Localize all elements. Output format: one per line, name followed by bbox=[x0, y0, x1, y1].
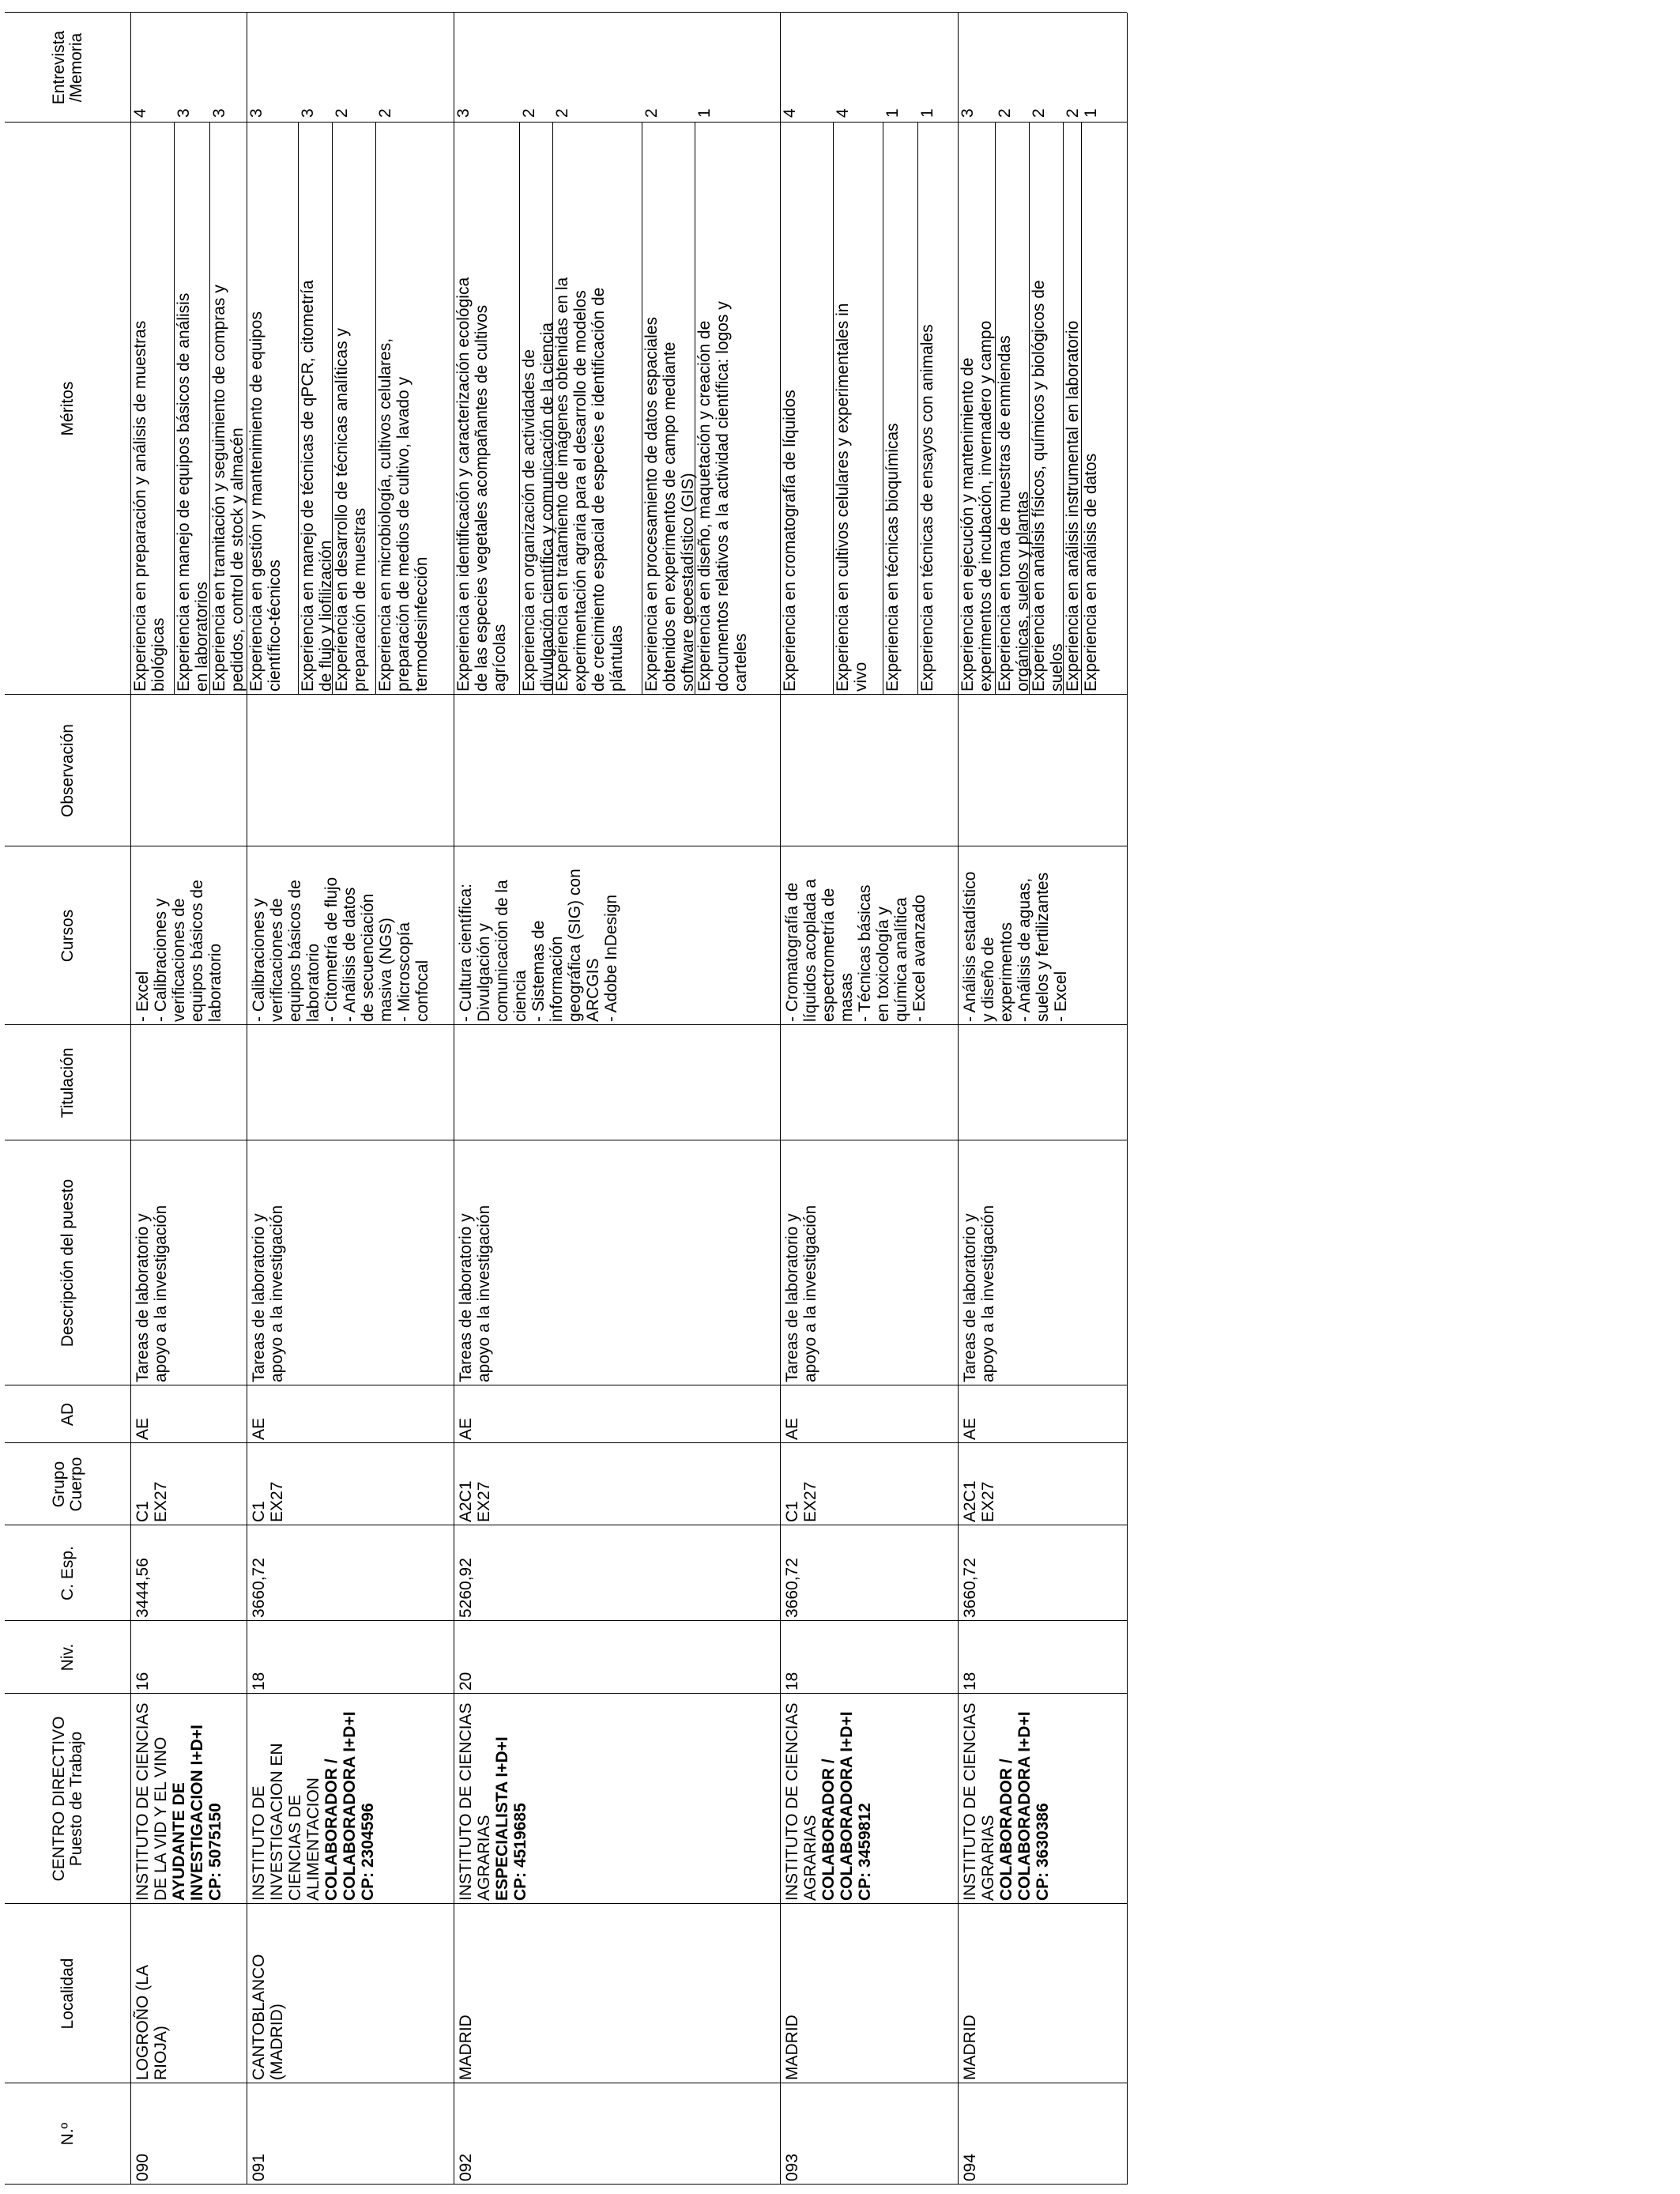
merito-text: Experiencia en análisis instrumental en laboratorio bbox=[1064, 320, 1082, 692]
points-rule bbox=[780, 122, 958, 123]
merito-rule bbox=[833, 123, 834, 695]
merito-text: Experiencia en técnicas bioquímicas bbox=[883, 423, 902, 692]
grupo-cuerpo-cell: A2C1 EX27 bbox=[457, 1480, 493, 1522]
merito-points: 1 bbox=[883, 108, 902, 118]
centro-directivo: INSTITUTO DE INVESTIGACION EN CIENCIAS DE ALIMENTACION bbox=[250, 1743, 322, 1901]
column-rule bbox=[5, 694, 1127, 695]
header-num: N.º bbox=[58, 2122, 77, 2146]
merito-points: 3 bbox=[299, 108, 317, 118]
header-meritos: Méritos bbox=[58, 381, 77, 436]
merito-text: Experiencia en tratamiento de imágenes obtenidas en la experimentación agraria para el desarrollo de modelos de crecimiento espacial de especies e identificación de plántulas bbox=[553, 277, 626, 692]
merito-rule bbox=[209, 123, 210, 695]
merito-rule bbox=[995, 123, 996, 695]
merito-rule bbox=[519, 123, 520, 695]
header-localidad: Localidad bbox=[58, 1958, 77, 2030]
merito-points: 3 bbox=[175, 108, 193, 118]
centro-cell bbox=[250, 1697, 377, 1901]
centro-cell bbox=[961, 1697, 1052, 1901]
centro-directivo: INSTITUTO DE CIENCIAS AGRARIAS bbox=[961, 1702, 997, 1901]
complemento-cell: 3660,72 bbox=[783, 1558, 801, 1618]
merito-rule bbox=[375, 123, 376, 695]
merito-text: Experiencia en toma de muestras de enmiendas orgánicas, suelos y plantas bbox=[996, 335, 1032, 692]
nivel-cell: 18 bbox=[961, 1672, 979, 1691]
column-rule bbox=[5, 12, 1127, 13]
cursos-cell: - Cultura científica: Divulgación y comunicación de la ciencia - Sistemas de información geográfica (SIG) con ARCGIS - Adobe InDesign bbox=[457, 869, 620, 1022]
cursos-cell: - Análisis estadístico y diseño de experimentos - Análisis de aguas, suelos y fertilizantes - Excel bbox=[961, 871, 1070, 1022]
merito-text: Experiencia en identificación y caracterización ecológica de las especies vegetales acompañantes de cultivos agrícolas bbox=[454, 277, 509, 692]
points-rule bbox=[130, 122, 247, 123]
points-rule bbox=[454, 122, 780, 123]
row-number: 090 bbox=[134, 2153, 152, 2181]
merito-points: 1 bbox=[918, 108, 936, 118]
centro-directivo: INSTITUTO DE CIENCIAS DE LA VID Y EL VINO bbox=[134, 1702, 170, 1901]
centro-directivo: INSTITUTO DE CIENCIAS AGRARIAS bbox=[783, 1702, 819, 1901]
merito-points: 3 bbox=[454, 108, 473, 118]
merito-text: Experiencia en manejo de técnicas de qPCR, citometría de flujo y liofilización bbox=[299, 280, 335, 692]
complemento-cell: 3660,72 bbox=[250, 1558, 268, 1618]
merito-points: 1 bbox=[695, 108, 714, 118]
cursos-cell: - Excel - Calibraciones y verificaciones de equipos básicos de laboratorio bbox=[134, 880, 224, 1022]
merito-rule bbox=[1081, 123, 1082, 695]
grupo-cuerpo-cell: C1 EX27 bbox=[250, 1481, 286, 1522]
header-titulacion: Titulación bbox=[58, 1047, 77, 1118]
column-rule bbox=[5, 1442, 1127, 1443]
merito-rule bbox=[174, 123, 175, 695]
puesto-de-trabajo: ESPECIALISTA I+D+I CP: 4519685 bbox=[493, 1736, 529, 1901]
nivel-cell: 16 bbox=[134, 1672, 152, 1691]
descripcion-cell: Tareas de laboratorio y apoyo a la investigación bbox=[134, 1204, 170, 1382]
merito-text: Experiencia en análisis físicos, químicos y biológicos de suelos bbox=[1030, 280, 1066, 692]
merito-text: Experiencia en técnicas de ensayos con animales bbox=[918, 324, 936, 692]
merito-points: 1 bbox=[1082, 108, 1100, 118]
merito-points: 2 bbox=[520, 108, 538, 118]
row-rule bbox=[958, 13, 959, 2185]
cursos-cell: - Calibraciones y verificaciones de equipos básicos de laboratorio - Citometría de flujo - Análisis de datos de secuenciación masiva (NGS) - Microscopía confocal bbox=[250, 876, 431, 1022]
descripcion-cell: Tareas de laboratorio y apoyo a la investigación bbox=[783, 1204, 819, 1382]
merito-points: 2 bbox=[1030, 108, 1048, 118]
merito-points: 2 bbox=[996, 108, 1014, 118]
merito-text: Experiencia en ejecución y mantenimiento de experimentos de incubación, invernadero y campo bbox=[959, 320, 995, 692]
centro-directivo: INSTITUTO DE CIENCIAS AGRARIAS bbox=[457, 1702, 493, 1901]
merito-text: Experiencia en manejo de equipos básicos de análisis en laboratorios bbox=[175, 292, 211, 692]
localidad-cell: CANTOBLANCO (MADRID) bbox=[250, 1954, 286, 2080]
merito-points: 2 bbox=[553, 108, 571, 118]
merito-points: 2 bbox=[1064, 108, 1082, 118]
adscripcion-cell: AE bbox=[134, 1417, 152, 1440]
header-ad: AD bbox=[58, 1402, 77, 1427]
localidad-cell: LOGROÑO (LA RIOJA) bbox=[134, 1965, 170, 2080]
puesto-de-trabajo: COLABORADOR / COLABORADORA I+D+I CP: 3630386 bbox=[997, 1711, 1052, 1901]
complemento-cell: 5260,92 bbox=[457, 1558, 475, 1618]
centro-cell bbox=[134, 1697, 224, 1901]
descripcion-cell: Tareas de laboratorio y apoyo a la investigación bbox=[961, 1204, 997, 1382]
header-niv: Niv. bbox=[58, 1643, 77, 1672]
merito-text: Experiencia en preparación y análisis de muestras biológicas bbox=[131, 320, 168, 692]
adscripcion-cell: AE bbox=[250, 1417, 268, 1440]
header-desc: Descripción del puesto bbox=[58, 1178, 77, 1348]
points-rule bbox=[958, 122, 1127, 123]
puesto-de-trabajo: COLABORADOR / COLABORADORA I+D+I CP: 3459812 bbox=[819, 1711, 874, 1901]
header-centro: CENTRO DIRECTIVO Puesto de Trabajo bbox=[49, 1716, 85, 1882]
header-cursos: Cursos bbox=[58, 909, 77, 963]
complemento-cell: 3660,72 bbox=[961, 1558, 979, 1618]
centro-cell bbox=[457, 1697, 529, 1901]
merito-rule bbox=[552, 123, 553, 695]
nivel-cell: 20 bbox=[457, 1672, 475, 1691]
merito-text: Experiencia en procesamiento de datos espaciales obtenidos en experimentos de campo mediante software geoestadístico (GIS) bbox=[642, 317, 697, 692]
row-rule bbox=[780, 13, 781, 2185]
header-grupo: Grupo Cuerpo bbox=[49, 1457, 85, 1512]
header-observacion: Observación bbox=[58, 724, 77, 817]
merito-text: Experiencia en tramitación y seguimiento de compras y pedidos, control de stock y almacén bbox=[210, 285, 247, 692]
header-rule bbox=[130, 13, 131, 2185]
plazas-table bbox=[5, 13, 1127, 2185]
column-rule bbox=[5, 2184, 1127, 2185]
merito-points: 3 bbox=[247, 108, 266, 118]
merito-rule bbox=[917, 123, 918, 695]
merito-points: 4 bbox=[834, 108, 852, 118]
grupo-cuerpo-cell: C1 EX27 bbox=[783, 1481, 819, 1522]
column-rule bbox=[5, 1024, 1127, 1025]
merito-text: Experiencia en gestión y mantenimiento de equipos científico-técnicos bbox=[247, 311, 284, 692]
grupo-cuerpo-cell: C1 EX27 bbox=[134, 1481, 170, 1522]
adscripcion-cell: AE bbox=[961, 1417, 979, 1440]
nivel-cell: 18 bbox=[783, 1672, 801, 1691]
row-number: 093 bbox=[783, 2153, 801, 2181]
merito-rule bbox=[298, 123, 299, 695]
merito-points: 3 bbox=[210, 108, 228, 118]
row-rule bbox=[1127, 13, 1128, 2185]
row-number: 094 bbox=[961, 2153, 979, 2181]
localidad-cell: MADRID bbox=[457, 2015, 475, 2080]
row-number: 092 bbox=[457, 2153, 475, 2181]
merito-text: Experiencia en análisis de datos bbox=[1082, 453, 1100, 692]
puesto-de-trabajo: COLABORADOR / COLABORADORA I+D+I CP: 2304596 bbox=[322, 1711, 377, 1901]
column-rule bbox=[5, 1620, 1127, 1621]
nivel-cell: 18 bbox=[250, 1672, 268, 1691]
localidad-cell: MADRID bbox=[783, 2015, 801, 2080]
adscripcion-cell: AE bbox=[783, 1417, 801, 1440]
merito-rule bbox=[332, 123, 333, 695]
descripcion-cell: Tareas de laboratorio y apoyo a la investigación bbox=[457, 1204, 493, 1382]
merito-points: 3 bbox=[959, 108, 977, 118]
merito-text: Experiencia en cultivos celulares y experimentales in vivo bbox=[834, 303, 870, 692]
merito-text: Experiencia en desarrollo de técnicas analíticas y preparación de muestras bbox=[333, 328, 369, 692]
header-entrevista: Entrevista /Memoria bbox=[49, 30, 85, 105]
centro-cell bbox=[783, 1697, 874, 1901]
merito-points: 4 bbox=[781, 108, 799, 118]
adscripcion-cell: AE bbox=[457, 1417, 475, 1440]
complemento-cell: 3444,56 bbox=[134, 1558, 152, 1618]
merito-text: Experiencia en cromatografía de líquidos bbox=[781, 390, 799, 692]
merito-points: 4 bbox=[131, 108, 149, 118]
merito-rule bbox=[1063, 123, 1064, 695]
header-cesp: C. Esp. bbox=[58, 1546, 77, 1600]
merito-text: Experiencia en diseño, maquetación y creación de documentos relativos a la actividad científica: logos y carteles bbox=[695, 301, 750, 692]
descripcion-cell: Tareas de laboratorio y apoyo a la investigación bbox=[250, 1204, 286, 1382]
merito-points: 2 bbox=[333, 108, 351, 118]
merito-text: Experiencia en organización de actividades de divulgación científica y comunicación de la ciencia bbox=[520, 322, 556, 692]
puesto-de-trabajo: AYUDANTE DE INVESTIGACION I+D+I CP: 5075150 bbox=[170, 1725, 224, 1901]
merito-text: Experiencia en microbiología, cultivos celulares, preparación de medios de cultivo, lavado y termodesinfección bbox=[376, 337, 431, 692]
row-number: 091 bbox=[250, 2153, 268, 2181]
merito-points: 2 bbox=[376, 108, 394, 118]
merito-points: 2 bbox=[642, 108, 661, 118]
grupo-cuerpo-cell: A2C1 EX27 bbox=[961, 1480, 997, 1522]
points-rule bbox=[247, 122, 454, 123]
merito-rule bbox=[1029, 123, 1030, 695]
cursos-cell: - Cromatografía de líquidos acoplada a espectrometría de masas - Técnicas básicas en toxicología y química analítica - Excel avanzado bbox=[783, 879, 929, 1022]
localidad-cell: MADRID bbox=[961, 2015, 979, 2080]
column-rule bbox=[5, 1693, 1127, 1694]
column-rule bbox=[5, 1903, 1127, 1904]
